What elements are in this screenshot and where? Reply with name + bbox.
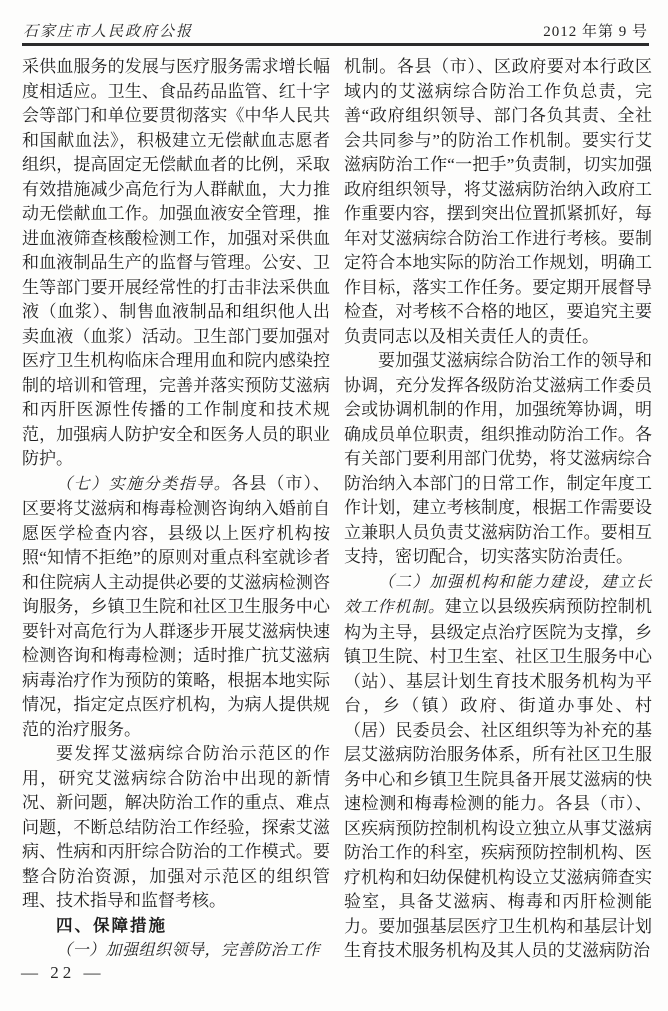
paragraph <box>344 55 652 349</box>
section-heading: 四、保障措施 <box>56 916 167 935</box>
column-right <box>344 55 652 964</box>
body-columns <box>22 55 652 964</box>
paragraph <box>22 742 330 914</box>
paragraph <box>22 55 330 472</box>
paragraph <box>344 349 652 570</box>
paragraph <box>22 472 330 743</box>
page-number: — 22 — <box>21 963 105 982</box>
paragraph <box>22 938 330 964</box>
subsection-heading: （七）实施分类指导。 <box>56 475 232 493</box>
page-header <box>23 20 648 41</box>
column-left <box>22 55 330 964</box>
subsection-heading: （二）加强机构和能力建设，建立长效工作机制。 <box>344 573 652 616</box>
subsection-heading: （一）加强组织领导，完善防治工作 <box>56 942 321 959</box>
gazette-title: 石家庄市人民政府公报 <box>23 24 194 40</box>
body-text: 各县（市）、区要将艾滋病和梅毒检测咨询纳入婚前自愿医学检查内容，县级以上医疗机构按照“知情不拒绝”的原则对重点科室就诊者和住院病人主动提供必要的艾滋病检测咨询服务，乡镇卫生院和社区卫生服务中心要针对高危行为人群逐步开展艾滋病快速检测咨询和梅毒检测；适时推广抗艾滋病病毒治疗作为预防的策略，根据本地实际情况，指定定点医疗机构，为病人提供规范的治疗服务。 <box>22 473 330 739</box>
body-text: 建立以县级疾病预防控制机构为主导，县级定点治疗医院为支撑，乡镇卫生院、村卫生室、社区卫生服务中心（站）、基层计划生育技术服务机构为平台，乡（镇）政府、街道办事处、村（居）民委员会、社区组织等为补充的基层艾滋病防治服务体系，所有社区卫生服务中心和乡镇卫生院具备开展艾滋病的快速检测和梅毒检测的能力。各县（市）、区疾病预防控制机构设立独立从事艾滋病防治工作的科室，疾病预防控制机构、医疗机构和妇幼保健机构设立艾滋病筛查实验室，具备艾滋病、梅毒和丙肝检测能力。要加强基层医疗卫生机构和基层计划生育技术服务机构及其人员的艾滋病防治 <box>344 597 652 960</box>
issue-number: 2012 年第 9 号 <box>543 24 648 40</box>
body-text: 要加强艾滋病综合防治工作的领导和协调，充分发挥各级防治艾滋病工作委员会或协调机制的作用，加强统筹协调，明确成员单位职责，组织推动防治工作。各有关部门要利用部门优势，将艾滋病综合防治纳入本部门的日常工作，制定年度工作计划，建立考核制度，根据工作需要设立兼职人员负责艾滋病防治工作。要相互支持，密切配合，切实落实防治责任。 <box>344 351 652 566</box>
paragraph <box>22 914 330 939</box>
body-text: 要发挥艾滋病综合防治示范区的作用，研究艾滋病综合防治中出现的新情况、新问题，解决防治工作的重点、难点问题，不断总结防治工作经验，探索艾滋病、性病和丙肝综合防治的工作模式。要整合防治资源，加强对示范区的组织管理、技术指导和监督考核。 <box>22 744 330 910</box>
header-rule <box>22 43 649 46</box>
body-text: 采供血服务的发展与医疗服务需求增长幅度相适应。卫生、食品药品监管、红十字会等部门和单位要贯彻落实《中华人民共和国献血法》，积极建立无偿献血志愿者组织，提高固定无偿献血者的比例，采取有效措施减少高危行为人群献血，大力推动无偿献血工作。加强血液安全管理，推进血液筛查核酸检测工作，加强对采供血和血液制品生产的监督与管理。公安、卫生等部门要开展经常性的打击非法采供血液（血浆）、制售血液制品和组织他人出卖血液（血浆）活动。卫生部门要加强对医疗卫生机构临床合理用血和院内感染控制的培训和管理，完善并落实预防艾滋病和丙肝医源性传播的工作制度和技术规范，加强病人防护安全和医务人员的职业防护。 <box>22 57 330 468</box>
paragraph <box>344 570 652 964</box>
body-text: 机制。各县（市）、区政府要对本行政区域内的艾滋病综合防治工作负总责，完善“政府组织领导、部门各负其责、全社会共同参与”的防治工作机制。要实行艾滋病防治工作“一把手”负责制，切实加强政府组织领导，将艾滋病防治纳入政府工作重要内容，摆到突出位置抓紧抓好，每年对艾滋病综合防治工作进行考核。要制定符合本地实际的防治工作规划，明确工作目标，落实工作任务。要定期开展督导检查，对考核不合格的地区，要追究主要负责同志以及相关责任人的责任。 <box>344 57 652 346</box>
